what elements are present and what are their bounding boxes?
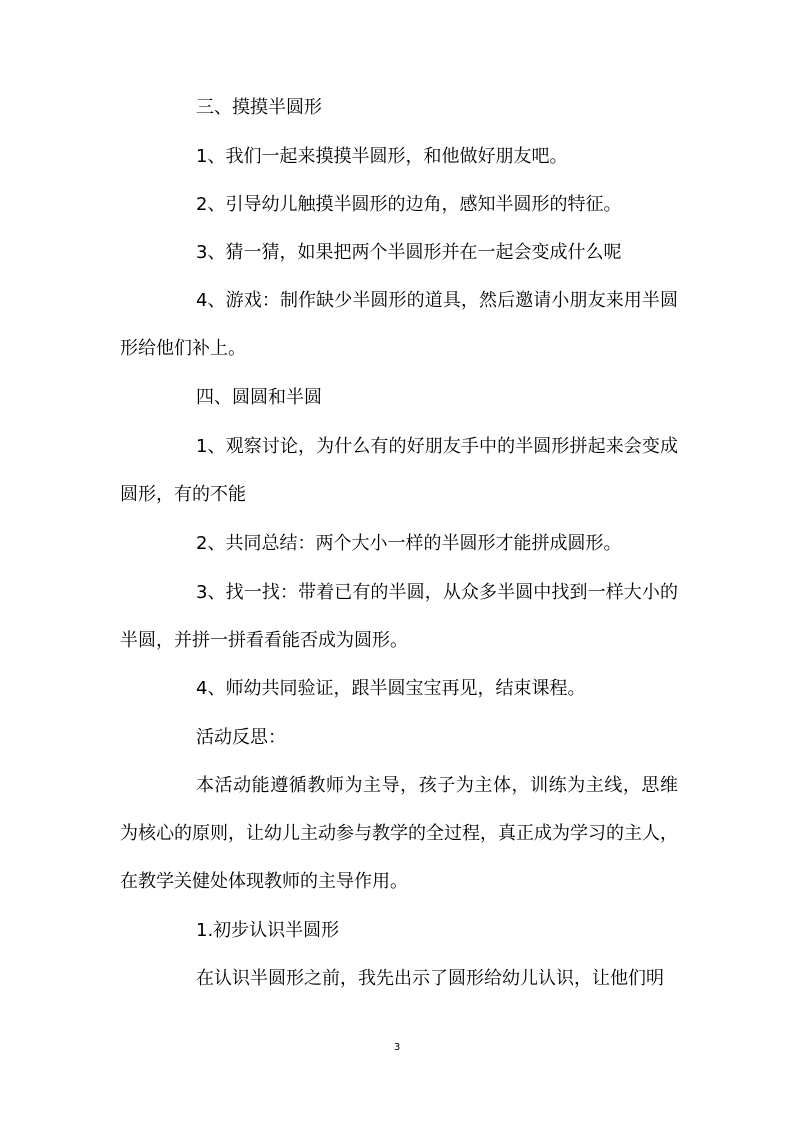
page-number: 3: [393, 1042, 401, 1053]
list-item: 3、猜一猜，如果把两个半圆形并在一起会变成什么呢: [196, 242, 622, 263]
subheading-initial-recognition: 1.初步认识半圆形: [196, 920, 340, 941]
list-item: 1、观察讨论，为什么有的好朋友手中的半圆形拼起来会变成圆形，有的不能: [120, 436, 678, 505]
list-item: 2、引导幼儿触摸半圆形的边角，感知半圆形的特征。: [196, 194, 622, 215]
section-heading-circle-and-semicircle: 四、圆圆和半圆: [196, 387, 322, 408]
section-heading-touch-semicircle: 三、摸摸半圆形: [196, 97, 322, 118]
body-paragraph: 在认识半圆形之前，我先出示了圆形给幼儿认识，让他们明: [196, 968, 664, 989]
list-item: 1、我们一起来摸摸半圆形，和他做好朋友吧。: [196, 146, 568, 167]
body-paragraph: 本活动能遵循教师为主导，孩子为主体，训练为主线，思维为核心的原则，让幼儿主动参与教学的全过程，真正成为学习的主人，在教学关健处体现教师的主导作用。: [120, 775, 678, 892]
list-item: 4、师幼共同验证，跟半圆宝宝再见，结束课程。: [196, 678, 586, 699]
section-heading-reflection: 活动反思：: [196, 727, 286, 748]
list-item: 3、找一找：带着已有的半圆，从众多半圆中找到一样大小的半圆，并拼一拼看看能否成为圆形。: [120, 582, 678, 651]
list-item: 2、共同总结：两个大小一样的半圆形才能拼成圆形。: [196, 533, 622, 554]
list-item: 4、游戏：制作缺少半圆形的道具，然后邀请小朋友来用半圆形给他们补上。: [120, 290, 678, 359]
